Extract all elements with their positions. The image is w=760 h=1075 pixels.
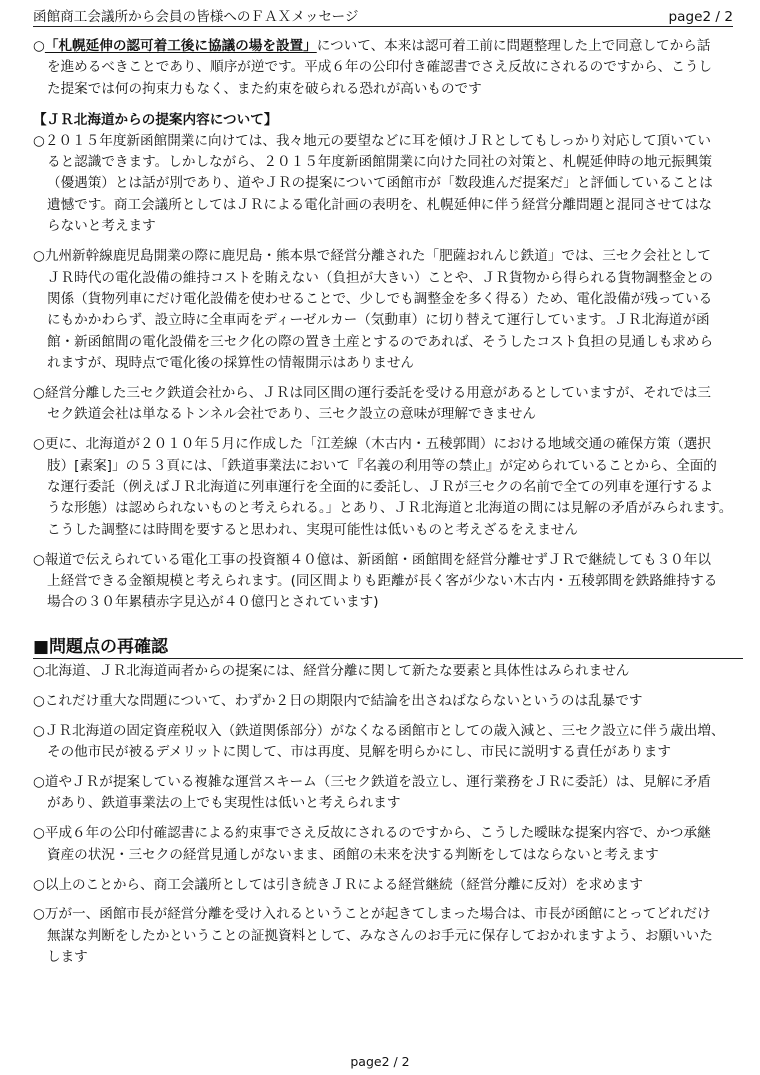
paragraph-line: れますが、現時点で電化後の採算性の情報開示はありません xyxy=(47,355,415,372)
paragraph xyxy=(33,904,743,968)
paragraph-line: セク鉄道会社は単なるトンネル会社であり、三セク設立の意味が理解できません xyxy=(47,406,536,423)
paragraph-line: 場合の３０年累積赤字見込が４０億円とされています) xyxy=(47,594,379,611)
paragraph-line: があり、鉄道事業法の上でも実現性は低いと考えられます xyxy=(47,795,401,812)
paragraph-line: ○これだけ重大な問題について、わずか２日の期限内で結論を出さねばならないというのは乱暴です xyxy=(33,692,643,709)
document-body xyxy=(33,36,743,977)
paragraph-line: ○２０１５年度新函館開業に向けては、我々地元の要望などに耳を傾けＪＲとしてもしっかり対応して頂いてい xyxy=(33,132,711,149)
intro-paragraph xyxy=(33,36,743,100)
paragraph-line: ○ＪＲ北海道の固定資産税収入（鉄道関係部分）がなくなる函館市としての歳入減と、三セク設立に伴う歳出増、 xyxy=(33,722,725,739)
paragraph-line: こうした調整には時間を要すると思われ、実現可能性は低いものと考えざるをえません xyxy=(47,521,578,538)
paragraph-line: ○万が一、函館市長が経営分離を受け入れるということが起きてしまった場合は、市長が函館にとってどれだけ xyxy=(33,906,711,923)
paragraph xyxy=(33,721,743,764)
paragraph-line: 館・新函館間の電化設備を三セク化の際の置き土産とするのであれば、そうしたコスト負担の見通しも求めら xyxy=(47,333,714,350)
paragraph-line: 上経営できる金額規模と考えられます。(同区間よりも距離が長く客が少ない木古内・五稜郭間を鉄路維持する xyxy=(47,573,718,590)
paragraph-line: 遺憾です。商工会議所としてはＪＲによる電化計画の表明を、札幌延伸に伴う経営分離問題と混同させてはな xyxy=(47,196,713,213)
section-heading-issues: ■問題点の再確認 xyxy=(33,636,743,659)
bullet: ○ xyxy=(33,38,45,54)
section-issues xyxy=(33,661,743,969)
paragraph-line: ＪＲ時代の電化設備の維持コストを賄えない（負担が大きい）ことや、ＪＲ貨物から得られる貨物調整金との xyxy=(47,269,713,286)
paragraph-line: （優遇策）とは話が別であり、道やＪＲの提案について函館市が「数段進んだ提案だ」と評価していることは xyxy=(47,175,713,192)
paragraph xyxy=(33,383,743,426)
paragraph-line: ○報道で伝えられている電化工事の投資額４０億は、新函館・函館間を経営分離せずＪＲで継続しても３０年以 xyxy=(33,551,711,568)
paragraph-line: ○北海道、ＪＲ北海道両者からの提案には、経営分離に関して新たな要素と具体性はみられません xyxy=(33,662,630,679)
intro-line: た提案では何の拘束力もなく、また約束を破られる恐れが高いものです xyxy=(47,80,482,97)
header-page-number: page2 / 2 xyxy=(668,9,733,25)
paragraph-line: うな形態）は認められないものと考えられる。」とあり、ＪＲ北海道と北海道の間には見解の矛盾がみられます。 xyxy=(47,500,733,517)
paragraph-line: ○経営分離した三セク鉄道会社から、ＪＲは同区間の運行委託を受ける用意があるとしていますが、それでは三 xyxy=(33,384,711,401)
paragraph-line: ると認識できます。しかしながら、２０１５年度新函館開業に向けた同社の対策と、札幌延伸時の地元振興策 xyxy=(47,154,713,171)
paragraph-line: ○以上のことから、商工会議所としては引き続きＪＲによる経営継続（経営分離に反対）を求めます xyxy=(33,876,643,893)
paragraph xyxy=(33,875,743,896)
paragraph xyxy=(33,131,743,238)
intro-line: を進めるべきことであり、順序が逆です。平成６年の公印付き確認書でさえ反故にされるのですから、こうし xyxy=(47,59,713,76)
paragraph-line: な運行委託（例えばＪＲ北海道に列車運行を全面的に委託し、ＪＲが三セクの名前で全ての列車を運行するよ xyxy=(47,479,714,496)
paragraph xyxy=(33,691,743,712)
section-heading-jr-proposal: 【ＪＲ北海道からの提案内容について】 xyxy=(33,111,278,128)
paragraph-line: 無謀な判断をしたかということの証拠資料として、みなさんのお手元に保存しておかれますよう、お願いいた xyxy=(47,927,713,944)
paragraph xyxy=(33,661,743,682)
intro-text: について、本来は認可着工前に問題整理した上で同意してから話 xyxy=(316,38,711,54)
page-footer: page2 / 2 xyxy=(350,1054,410,1069)
paragraph xyxy=(33,823,743,866)
paragraph-line: 資産の状況・三セクの経営見通しがないまま、函館の未来を決する判断をしてはならないと考えます xyxy=(47,846,659,863)
paragraph xyxy=(33,246,743,374)
section-jr-proposal xyxy=(33,131,743,614)
paragraph-line: 関係（貨物列車にだけ電化設備を使わせることで、少しでも調整金を多く得る）ため、電化設備が残っている xyxy=(47,290,713,307)
paragraph xyxy=(33,550,743,614)
paragraph-line: にもかかわらず、設立時に全車両をディーゼルカー（気動車）に切り替えて運行しています。ＪＲ北海道が函 xyxy=(47,312,710,329)
paragraph-line: らないと考えます xyxy=(47,218,156,235)
paragraph-line: 肢）[素案]」の５３頁には、「鉄道事業法において『名義の利用等の禁止』が定められていることから、全面的 xyxy=(47,457,717,474)
header-title: 函館商工会議所から会員の皆様へのＦＡＸメッセージ xyxy=(33,9,359,25)
paragraph-line: その他市民が被るデメリットに関して、市は再度、見解を明らかにし、市民に説明する責任があります xyxy=(47,744,671,761)
paragraph-line: ○道やＪＲが提案している複雑な運営スキーム（三セク鉄道を設立し、運行業務をＪＲに委託）は、見解に矛盾 xyxy=(33,773,711,790)
paragraph-line: ○九州新幹線鹿児島開業の際に鹿児島・熊本県で経営分離された「肥薩おれんじ鉄道」では、三セク会社として xyxy=(33,248,711,265)
emphasized-quote: 「札幌延伸の認可着工後に協議の場を設置」 xyxy=(44,38,317,54)
paragraph xyxy=(33,772,743,815)
paragraph xyxy=(33,434,743,541)
paragraph-line: ○更に、北海道が２０１０年５月に作成した「江差線（木古内・五稜郭間）における地域交通の確保方策（選択 xyxy=(33,436,711,453)
paragraph-line: します xyxy=(47,949,88,966)
page-header xyxy=(33,4,733,27)
paragraph-line: ○平成６年の公印付確認書による約束事でさえ反故にされるのですから、こうした曖昧な提案内容で、かつ承継 xyxy=(33,825,711,842)
